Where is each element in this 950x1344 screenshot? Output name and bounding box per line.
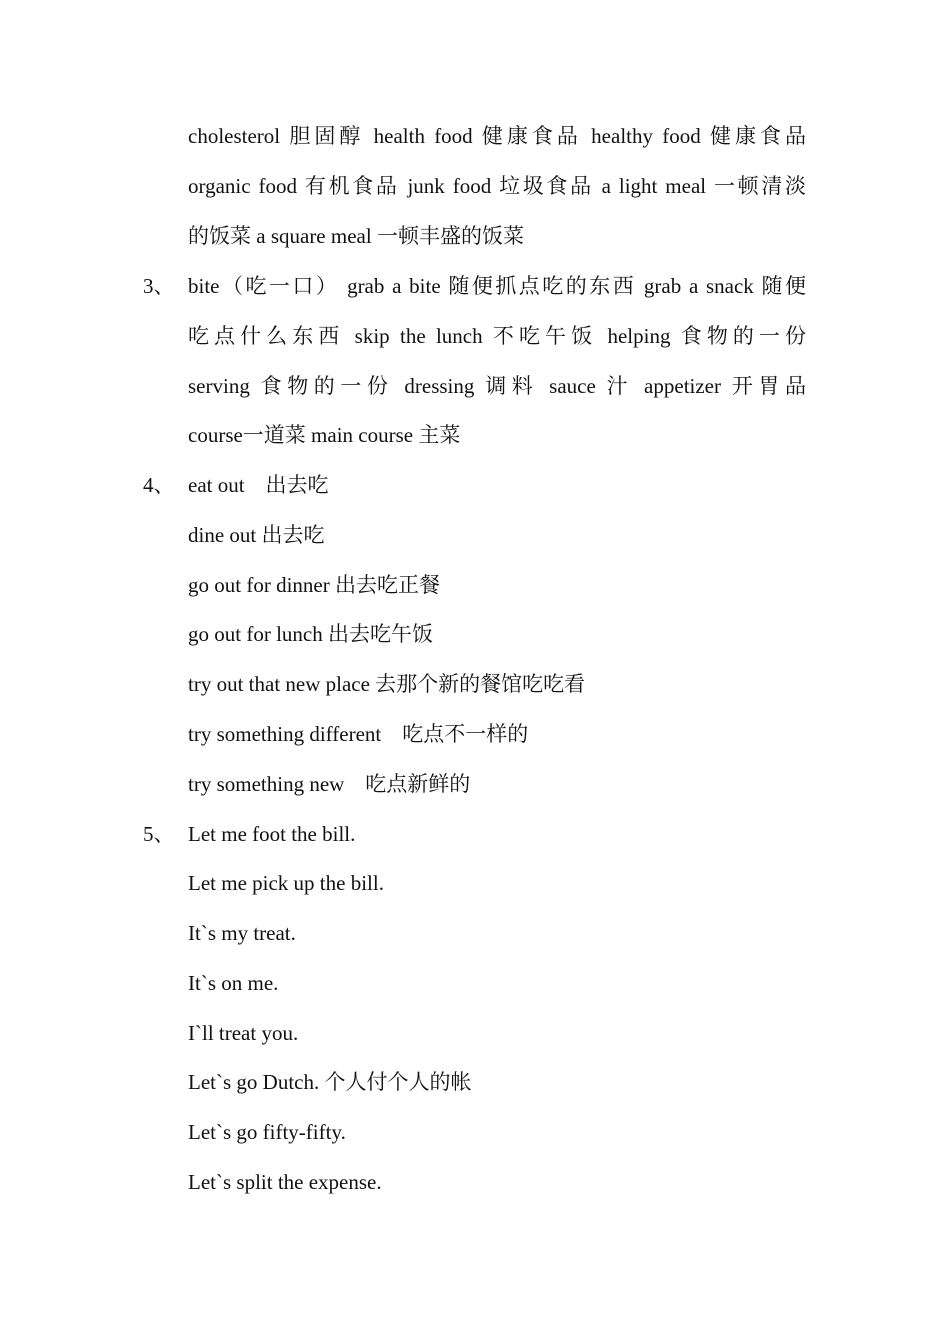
text-line: serving 食物的一份 dressing 调料 sauce 汁 appetizer 开胃品 bbox=[188, 374, 806, 398]
text-line: Let me pick up the bill. bbox=[188, 871, 384, 895]
text-line: 吃点什么东西 skip the lunch 不吃午饭 helping 食物的一份 bbox=[188, 324, 806, 348]
text-line: Let`s split the expense. bbox=[188, 1170, 382, 1194]
text-line: try something new 吃点新鲜的 bbox=[188, 772, 471, 796]
text-line: cholesterol 胆固醇 health food 健康食品 healthy food 健康食品 bbox=[188, 124, 806, 148]
text-line: go out for dinner 出去吃正餐 bbox=[188, 573, 440, 597]
text-line: I`ll treat you. bbox=[188, 1021, 299, 1045]
item-number: 5、 bbox=[143, 822, 175, 846]
text-line: 的饭菜 a square meal 一顿丰盛的饭菜 bbox=[188, 224, 524, 248]
text-line: course一道菜 main course 主菜 bbox=[188, 423, 461, 447]
text-line: Let me foot the bill. bbox=[188, 822, 356, 846]
text-line: organic food 有机食品 junk food 垃圾食品 a light meal 一顿清淡 bbox=[188, 174, 806, 198]
item-number: 4、 bbox=[143, 473, 175, 497]
text-line: bite（吃一口） grab a bite 随便抓点吃的东西 grab a snack 随便 bbox=[188, 274, 806, 298]
text-line: It`s on me. bbox=[188, 971, 279, 995]
text-line: Let`s go fifty-fifty. bbox=[188, 1120, 346, 1144]
text-line: Let`s go Dutch. 个人付个人的帐 bbox=[188, 1070, 472, 1094]
text-line: dine out 出去吃 bbox=[188, 523, 325, 547]
item-number: 3、 bbox=[143, 274, 175, 298]
text-line: try something different 吃点不一样的 bbox=[188, 722, 529, 746]
text-line: try out that new place 去那个新的餐馆吃吃看 bbox=[188, 672, 586, 696]
text-line: eat out 出去吃 bbox=[188, 473, 329, 497]
text-line: go out for lunch 出去吃午饭 bbox=[188, 622, 433, 646]
text-line: It`s my treat. bbox=[188, 921, 296, 945]
